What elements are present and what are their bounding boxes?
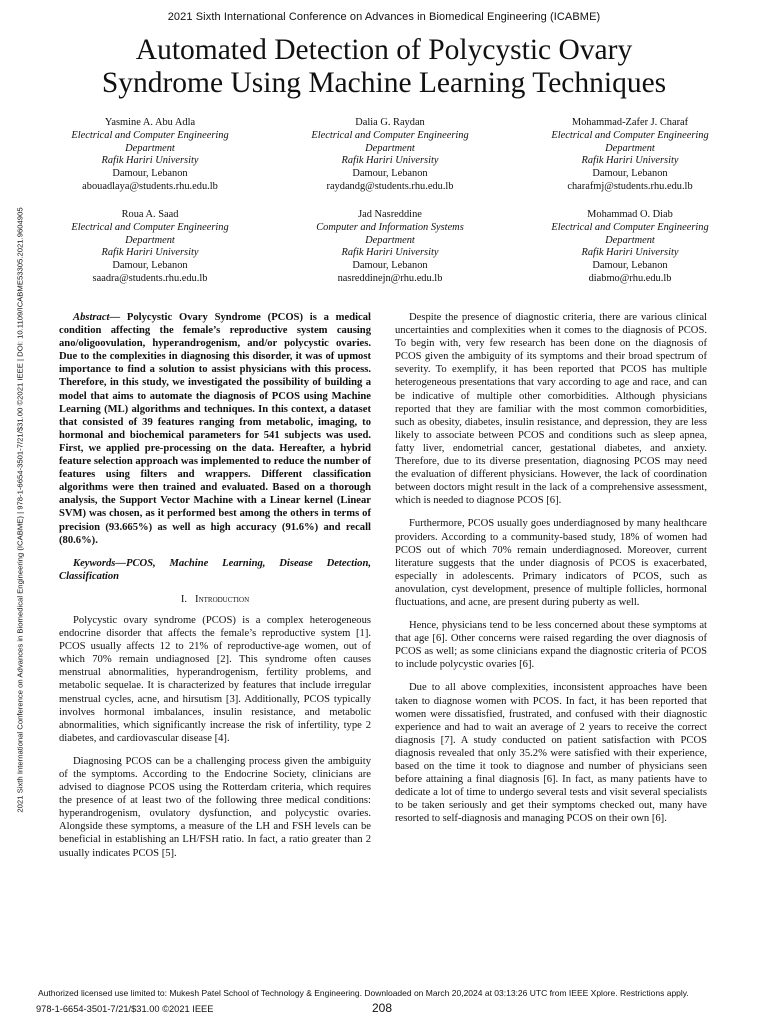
author-dept: Electrical and Computer Engineering (71, 129, 229, 141)
author-dept: Electrical and Computer Engineering (71, 221, 229, 233)
author-dept: Department (365, 234, 415, 246)
author-dept: Department (125, 142, 175, 154)
author-email: saadra@students.rhu.edu.lb (92, 272, 208, 284)
author-dept: Electrical and Computer Engineering (311, 129, 469, 141)
author-univ: Rafik Hariri University (581, 155, 679, 167)
author-univ: Rafik Hariri University (341, 155, 439, 167)
title-line: Syndrome Using Machine Learning Techniques (101, 67, 667, 99)
author-email: abouadlaya@students.rhu.edu.lb (82, 180, 218, 192)
keywords-label: Keywords— (73, 557, 126, 569)
left-column (59, 311, 371, 870)
author-univ: Rafik Hariri University (101, 247, 199, 259)
author-univ: Rafik Hariri University (341, 247, 439, 259)
author-email: nasreddinejn@rhu.edu.lb (337, 272, 443, 284)
author-dept: Electrical and Computer Engineering (551, 221, 709, 233)
author-email: diabmo@rhu.edu.lb (588, 272, 672, 284)
right-column (395, 311, 707, 835)
author-name: Dalia G. Raydan (355, 117, 425, 128)
author-email: raydandg@students.rhu.edu.lb (326, 180, 454, 192)
author-block (270, 117, 510, 194)
paragraph: Due to all above complexities, inconsistent approaches have been taken to diagnose women with PCOS. In fact, it has been reported that women were dissatisfied, frustrated, and confused with their diagnostic experience and had to wait an average of 2 years to receive the correct diagnosis [7]. A study conducted on patient satisfaction with PCOS diagnosis revealed that only 35.2% were satisfied with their experience, based on the time it took to diagnose and number of physicians seen before attaining a final diagnosis [6]. In fact, as many patients have to dedicate a lot of time to undergo several tests and visit several specialists to be taken seriously and get their symptoms checked out, many have resorted to self-diagnosis and managing PCOS on their own [6]. (395, 682, 707, 825)
author-row (30, 209, 750, 286)
author-location: Damour, Lebanon (352, 260, 428, 272)
author-dept: Department (605, 234, 655, 246)
side-doi-text: 2021 Sixth International Conference on Advances in Biomedical Engineering (ICABME) | 978-1-6654-3501-7/21/$31.00 ©2021 IEEE | DOI: 10.1109/ICABME53305.2021.9604905 (15, 207, 25, 813)
page-number: 208 (372, 1001, 393, 1015)
section-number: I. (180, 593, 188, 605)
abstract-label: Abstract— (73, 312, 121, 323)
keywords (59, 557, 371, 583)
section-heading (59, 593, 371, 606)
author-name: Yasmine A. Abu Adla (104, 117, 196, 128)
author-univ: Rafik Hariri University (581, 247, 679, 259)
author-dept: Department (125, 234, 175, 246)
author-block (30, 209, 270, 286)
author-block (510, 117, 750, 194)
author-name: Mohammad-Zafer J. Charaf (571, 117, 689, 128)
author-row (30, 117, 750, 194)
author-email: charafmj@students.rhu.edu.lb (567, 180, 693, 192)
keywords-text: PCOS, Machine Learning, Disease Detection, Classification (59, 557, 371, 582)
conference-header: 2021 Sixth International Conference on Advances in Biomedical Engineering (ICABME) (167, 11, 601, 23)
author-location: Damour, Lebanon (112, 168, 188, 180)
author-location: Damour, Lebanon (112, 260, 188, 272)
footer-isbn: 978-1-6654-3501-7/21/$31.00 ©2021 IEEE (36, 1004, 214, 1014)
author-location: Damour, Lebanon (352, 168, 428, 180)
paper-title (40, 34, 728, 100)
author-dept: Computer and Information Systems (316, 221, 464, 233)
author-block (30, 117, 270, 194)
abstract (59, 311, 371, 547)
author-location: Damour, Lebanon (592, 168, 668, 180)
author-block (510, 209, 750, 286)
side-doi-strip (14, 155, 26, 865)
author-dept: Department (365, 142, 415, 154)
author-block (270, 209, 510, 286)
author-location: Damour, Lebanon (592, 260, 668, 272)
paragraph: Despite the presence of diagnostic criteria, there are various clinical uncertainties and complexities when it comes to the diagnosis of PCOS. To begin with, very few research has been done on the diagnosis of PCOS given the ambiguity of its symptoms and their broad spectrum of severity. To exemplify, it has been reported that PCOS has multiple heterogeneous presentations that vary according to age and race, and can be indicative of multiple other comorbidities. Although physicians reported that they are familiar with the most common comorbidities, such as obesity, diabetes, insulin resistance, and depression, they are less likely to associate between PCOS and conditions such as sleep apnea, fatty liver, endometrial cancer, gestational diabetes, and anxiety. Therefore, due to its diverse presentation, diagnosing PCOS may need the evaluation of different physicians. However, the lack of coordination between doctors might result in the lack of a comprehensive assessment, which is needed to diagnose PCOS [6]. (395, 312, 707, 507)
author-dept: Electrical and Computer Engineering (551, 129, 709, 141)
paragraph: Polycystic ovary syndrome (PCOS) is a complex heterogeneous endocrine disorder that affects the female’s reproductive system [1]. PCOS usually affects 12 to 21% of reproductive-age women, out of which 70% remain undiagnosed [2]. This syndrome often causes menstrual abnormalities, hyperandrogenism, fertility problems, and metabolic sequelae. It is characterized by features that include irregular menstrual cycles, acne, and hirsutism [3]. Additionally, PCOS typically involves hormonal imbalances, insulin resistance, and metabolic abnormalities, which significantly increase the risk of infertility, type 2 diabetes, and cardiovascular disease [4]. (59, 614, 371, 744)
section-title: Introduction (195, 593, 250, 605)
author-name: Jad Nasreddine (358, 209, 422, 220)
title-line: Automated Detection of Polycystic Ovary (135, 34, 633, 66)
paragraph: Furthermore, PCOS usually goes underdiagnosed by many healthcare providers. According to a community-based study, 18% of women had PCOS out of which 70% remain underdiagnosed. Moreover, current literature suggests that the under diagnosis of PCOS is exacerbated, especially in adolescents. Primary indicators of PCOS, such as anovulation, cyst development, presence of multiple follicles, hormonal fluctuations, and acne, are present during puberty as well. (395, 518, 707, 608)
author-name: Mohammad O. Diab (587, 209, 673, 220)
abstract-text: Polycystic Ovary Syndrome (PCOS) is a medical condition affecting the female’s reproductive system causing ano/oligoovulation, hyperandrogenism, and/or polycystic ovaries. Due to the complexities in diagnosing this disorder, it was of upmost importance to find a solution to assist physicians with this process. Therefore, in this study, we investigated the possibility of building a model that aims to automate the diagnosis of PCOS using Machine Learning (ML) algorithms and techniques. In this context, a dataset that consisted of 39 features ranging from metabolic, imaging, to hormonal and biochemical parameters for 541 subjects was used. First, we applied pre-processing on the data. Hereafter, a hybrid feature selection approach was implemented to reduce the number of features using filters and wrappers. Different classification algorithms were then trained and evaluated. Based on a thorough analysis, the Support Vector Machine with a Linear kernel (Linear SVM) was chosen, as it performed best among the others in terms of precision (93.665%) as well as high accuracy (91.6%) and recall (80.6%). (59, 312, 371, 546)
author-univ: Rafik Hariri University (101, 155, 199, 167)
author-dept: Department (605, 142, 655, 154)
author-name: Roua A. Saad (121, 209, 179, 220)
paragraph: Diagnosing PCOS can be a challenging process given the ambiguity of the symptoms. According to the Endocrine Society, clinicians are advised to diagnose PCOS using the Rotterdam criteria, which requires the presence of at least two of the following three medical conditions: hyperandrogenism, ovulatory dysfunction, and polycystic ovaries. Alongside these symptoms, a measure of the LH and FSH levels can be beneficial in establishing an LH/FSH ratio. In fact, a ratio greater than 2 usually indicates PCOS [5]. (59, 755, 371, 859)
paragraph: Hence, physicians tend to be less concerned about these symptoms at that age [6]. Other concerns were raised regarding the over diagnosis of PCOS as well; as some clinicians expand the diagnostic criteria of PCOS to include polycystic ovaries [6]. (395, 620, 707, 671)
license-notice: Authorized licensed use limited to: Mukesh Patel School of Technology & Engineering. Downloaded on March 20,2024 at 03:13:26 UTC from IEEE Xplore. Restrictions apply. (38, 988, 689, 998)
